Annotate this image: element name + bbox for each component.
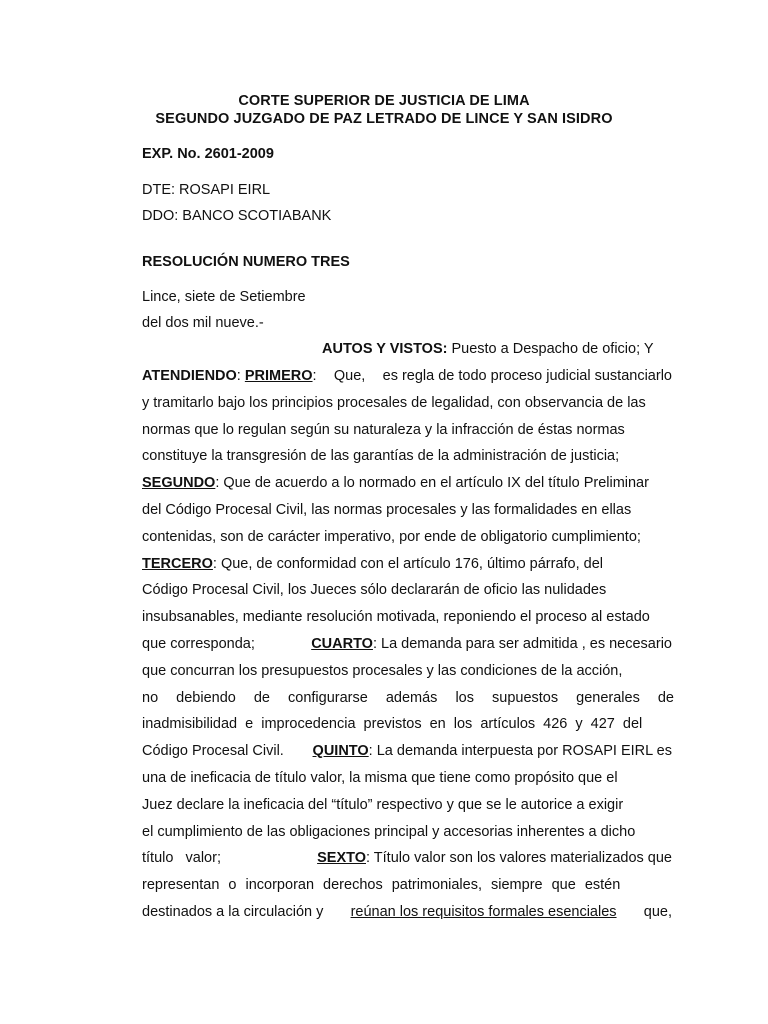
body-line [142, 524, 672, 551]
body-line [142, 765, 672, 792]
cuarto-label: CUARTO [311, 635, 373, 652]
text-fragment: que, [643, 903, 672, 920]
body-line [142, 685, 672, 712]
quinto-label: QUINTO [312, 743, 369, 760]
text-fragment: constituye la transgresión de las garantías de la administración de justicia; [142, 448, 620, 465]
text-fragment: del Código Procesal Civil, las normas procesales y las formalidades en ellas [142, 501, 632, 518]
court-name: CORTE SUPERIOR DE JUSTICIA DE LIMA [238, 93, 530, 109]
text-fragment: Juez declare la ineficacia del “título” respectivo y que se le autorice a exigir [142, 796, 624, 813]
text-fragment: : [236, 368, 241, 384]
text-fragment: Código Procesal Civil, los Jueces sólo declararán de oficio las nulidades [142, 582, 607, 599]
court-branch: SEGUNDO JUZGADO DE PAZ LETRADO DE LINCE Y SAN ISIDRO [155, 111, 613, 127]
text-fragment: : [312, 368, 317, 384]
autos-y-vistos [322, 341, 654, 357]
body-line [142, 631, 672, 658]
body-line [142, 390, 672, 417]
body-line [142, 443, 672, 470]
defendant: DDO: BANCO SCOTIABANK [142, 208, 332, 224]
body-line [142, 738, 672, 765]
body-line [142, 845, 672, 872]
primero-label: PRIMERO [244, 368, 313, 384]
text-fragment: Que, [333, 368, 366, 384]
text-fragment: : La demanda interpuesta por ROSAPI EIRL es [368, 743, 672, 760]
case-number: EXP. No. 2601-2009 [142, 146, 274, 162]
text-fragment: es regla de todo proceso judicial sustanciarlo [382, 368, 672, 384]
text-fragment: : Título valor son los valores materializados que [366, 850, 672, 867]
date-line-1: Lince, siete de Setiembre [142, 289, 306, 305]
body-line [142, 604, 672, 631]
body-line [142, 819, 672, 846]
text-fragment: que concurran los presupuestos procesales y las condiciones de la acción, [142, 662, 623, 679]
segundo-label: SEGUNDO [142, 475, 216, 492]
tercero-label: TERCERO [142, 555, 213, 572]
date-line-2: del dos mil nueve.- [142, 315, 264, 331]
atendiendo-label: ATENDIENDO [142, 368, 237, 384]
text-fragment: destinados a la circulación y [142, 903, 324, 920]
document-header [0, 92, 768, 128]
text-fragment: contenidas, son de carácter imperativo, por ende de obligatorio cumplimiento; [142, 528, 641, 545]
text-fragment: Código Procesal Civil. [142, 743, 284, 760]
autos-text: Puesto a Despacho de oficio; Y [447, 341, 654, 357]
body-line [142, 551, 672, 578]
body-line [142, 497, 672, 524]
underlined-phrase: reúnan los requisitos formales esenciales [350, 903, 617, 920]
body-line [142, 658, 672, 685]
resolution-body [142, 363, 672, 926]
text-fragment: título valor; [142, 850, 221, 867]
body-line [142, 711, 672, 738]
body-line [142, 899, 672, 926]
text-fragment: el cumplimiento de las obligaciones principal y accesorias inherentes a dicho [142, 823, 636, 840]
body-line [142, 872, 672, 899]
resolution-title: RESOLUCIÓN NUMERO TRES [142, 254, 350, 270]
text-fragment: : La demanda para ser admitida , es necesario [372, 635, 672, 652]
body-line [142, 470, 672, 497]
text-fragment: no debiendo de configurarse además los supuestos generales de [142, 689, 674, 706]
text-fragment: : Que, de conformidad con el artículo 176, último párrafo, del [212, 555, 604, 572]
body-line [142, 417, 672, 444]
text-fragment: una de ineficacia de título valor, la misma que tiene como propósito que el [142, 769, 618, 786]
text-fragment: normas que lo regulan según su naturaleza y la infracción de éstas normas [142, 421, 625, 438]
text-fragment: insubsanables, mediante resolución motivada, reponiendo el proceso al estado [142, 609, 650, 626]
sexto-label: SEXTO [317, 850, 366, 867]
text-fragment: y tramitarlo bajo los principios procesales de legalidad, con observancia de las [142, 394, 646, 411]
plaintiff: DTE: ROSAPI EIRL [142, 182, 271, 198]
autos-label: AUTOS Y VISTOS: [322, 341, 448, 357]
body-line [142, 792, 672, 819]
body-line [142, 577, 672, 604]
body-line [142, 363, 672, 390]
text-fragment: : Que de acuerdo a lo normado en el artículo IX del título Preliminar [215, 475, 649, 492]
text-fragment: representan o incorporan derechos patrimoniales, siempre que estén [142, 877, 621, 894]
text-fragment: inadmisibilidad e improcedencia previstos en los artículos 426 y 427 del [142, 716, 643, 733]
text-fragment: que corresponda; [142, 635, 255, 652]
